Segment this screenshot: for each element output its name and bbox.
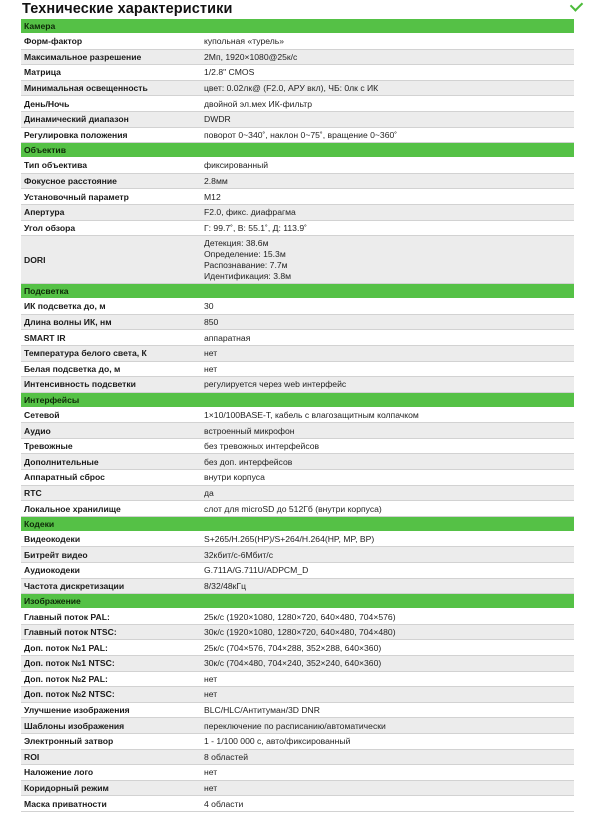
- spec-label: Динамический диапазон: [21, 111, 201, 127]
- spec-label: Частота дискретизации: [21, 578, 201, 594]
- spec-row: [21, 34, 574, 50]
- spec-row: [21, 314, 574, 330]
- spec-value: BLC/HLC/Антитуман/3D DNR: [201, 702, 574, 718]
- spec-row: [21, 345, 574, 361]
- spec-label: Главный поток NTSC:: [21, 624, 201, 640]
- section-title: Кодеки: [21, 516, 574, 531]
- spec-label: Наложение лого: [21, 765, 201, 781]
- spec-value: нет: [201, 345, 574, 361]
- spec-row: [21, 454, 574, 470]
- section-header: [21, 594, 574, 609]
- spec-value: M12: [201, 189, 574, 205]
- section-title: Камера: [21, 19, 574, 34]
- spec-label: Белая подсветка до, м: [21, 361, 201, 377]
- section-header: [21, 19, 574, 34]
- spec-row: [21, 204, 574, 220]
- section-title: Интерфейсы: [21, 392, 574, 407]
- spec-row: [21, 640, 574, 656]
- spec-value: без тревожных интерфейсов: [201, 438, 574, 454]
- spec-row: [21, 656, 574, 672]
- spec-label: Аппаратный сброс: [21, 470, 201, 486]
- spec-row: [21, 609, 574, 625]
- spec-row: [21, 407, 574, 423]
- spec-row: [21, 236, 574, 284]
- spec-value: поворот 0~340˚, наклон 0~75˚, вращение 0~360˚: [201, 127, 574, 143]
- spec-label: Коридорный режим: [21, 780, 201, 796]
- spec-value: купольная «турель»: [201, 34, 574, 50]
- spec-value: встроенный микрофон: [201, 423, 574, 439]
- spec-value: переключение по расписанию/автоматически: [201, 718, 574, 734]
- spec-label: Доп. поток №2 PAL:: [21, 671, 201, 687]
- spec-row: [21, 173, 574, 189]
- spec-label: Максимальное разрешение: [21, 49, 201, 65]
- spec-label: Главный поток PAL:: [21, 609, 201, 625]
- spec-label: Электронный затвор: [21, 733, 201, 749]
- spec-row: [21, 438, 574, 454]
- spec-label: ROI: [21, 749, 201, 765]
- spec-value: нет: [201, 765, 574, 781]
- spec-label: Битрейт видео: [21, 547, 201, 563]
- spec-label: Локальное хранилище: [21, 501, 201, 517]
- spec-row: [21, 377, 574, 393]
- spec-value: 4 области: [201, 796, 574, 812]
- spec-value: 2.8мм: [201, 173, 574, 189]
- spec-value: 8/32/48кГц: [201, 578, 574, 594]
- spec-label: Маска приватности: [21, 796, 201, 812]
- spec-label: Длина волны ИК, нм: [21, 314, 201, 330]
- spec-row: [21, 189, 574, 205]
- spec-row: [21, 80, 574, 96]
- spec-value: цвет: 0.02лк@ (F2.0, АРУ вкл), ЧБ: 0лк с ИК: [201, 80, 574, 96]
- spec-row: [21, 531, 574, 547]
- spec-label: День/Ночь: [21, 96, 201, 112]
- spec-value: 8 областей: [201, 749, 574, 765]
- spec-row: [21, 501, 574, 517]
- spec-value: без доп. интерфейсов: [201, 454, 574, 470]
- spec-label: SMART IR: [21, 330, 201, 346]
- spec-row: [21, 423, 574, 439]
- spec-value: 30: [201, 299, 574, 315]
- spec-row: [21, 547, 574, 563]
- spec-label: Аудиокодеки: [21, 563, 201, 579]
- spec-value: фиксированный: [201, 158, 574, 174]
- section-title: Подсветка: [21, 284, 574, 299]
- page-title: Технические характеристики: [22, 1, 233, 17]
- section-header: [21, 392, 574, 407]
- spec-row: [21, 702, 574, 718]
- spec-value: слот для microSD до 512Гб (внутри корпуса): [201, 501, 574, 517]
- spec-label: Форм-фактор: [21, 34, 201, 50]
- spec-value: нет: [201, 361, 574, 377]
- spec-label: Тревожные: [21, 438, 201, 454]
- spec-row: [21, 49, 574, 65]
- spec-value: нет: [201, 687, 574, 703]
- spec-row: [21, 330, 574, 346]
- spec-row: [21, 749, 574, 765]
- spec-row: [21, 563, 574, 579]
- spec-label: Тип объектива: [21, 158, 201, 174]
- section-title: Изображение: [21, 594, 574, 609]
- spec-label: Матрица: [21, 65, 201, 81]
- spec-row: [21, 220, 574, 236]
- spec-label: Температура белого света, К: [21, 345, 201, 361]
- spec-label: Доп. поток №2 NTSC:: [21, 687, 201, 703]
- spec-label: Минимальная освещенность: [21, 80, 201, 96]
- spec-value: 1/2.8" CMOS: [201, 65, 574, 81]
- spec-row: [21, 718, 574, 734]
- spec-label: Установочный параметр: [21, 189, 201, 205]
- spec-label: Улучшение изображения: [21, 702, 201, 718]
- spec-label: Доп. поток №1 NTSC:: [21, 656, 201, 672]
- spec-value: 1 - 1/100 000 с, авто/фиксированный: [201, 733, 574, 749]
- spec-value: нет: [201, 671, 574, 687]
- spec-value: да: [201, 485, 574, 501]
- spec-row: [21, 687, 574, 703]
- spec-row: [21, 127, 574, 143]
- spec-row: [21, 96, 574, 112]
- spec-label: DORI: [21, 236, 201, 284]
- section-header: [21, 516, 574, 531]
- spec-label: Дополнительные: [21, 454, 201, 470]
- spec-row: [21, 624, 574, 640]
- spec-label: ИК подсветка до, м: [21, 299, 201, 315]
- spec-row: [21, 361, 574, 377]
- spec-value: внутри корпуса: [201, 470, 574, 486]
- spec-value: 32кбит/с-6Мбит/с: [201, 547, 574, 563]
- spec-value: DWDR: [201, 111, 574, 127]
- spec-row: [21, 299, 574, 315]
- spec-label: Сетевой: [21, 407, 201, 423]
- spec-label: Апертура: [21, 204, 201, 220]
- spec-value: 30к/с (704×480, 704×240, 352×240, 640×360): [201, 656, 574, 672]
- spec-row: [21, 733, 574, 749]
- spec-row: [21, 158, 574, 174]
- spec-value: нет: [201, 780, 574, 796]
- spec-value: регулируется через web интерфейс: [201, 377, 574, 393]
- spec-value: S+265/H.265(HP)/S+264/H.264(HP, MP, BP): [201, 531, 574, 547]
- spec-row: [21, 578, 574, 594]
- spec-label: Шаблоны изображения: [21, 718, 201, 734]
- section-title: Объектив: [21, 143, 574, 158]
- spec-row: [21, 111, 574, 127]
- spec-value: G.711A/G.711U/ADPCM_D: [201, 563, 574, 579]
- spec-label: RTC: [21, 485, 201, 501]
- spec-row: [21, 485, 574, 501]
- spec-label: Фокусное расстояние: [21, 173, 201, 189]
- spec-label: Интенсивность подсветки: [21, 377, 201, 393]
- spec-label: Видеокодеки: [21, 531, 201, 547]
- spec-value: 2Мп, 1920×1080@25к/с: [201, 49, 574, 65]
- spec-value: 25к/с (704×576, 704×288, 352×288, 640×360): [201, 640, 574, 656]
- spec-row: [21, 671, 574, 687]
- spec-value: 30к/с (1920×1080, 1280×720, 640×480, 704×480): [201, 624, 574, 640]
- spec-value: F2.0, фикс. диафрагма: [201, 204, 574, 220]
- spec-label: Доп. поток №1 PAL:: [21, 640, 201, 656]
- spec-value: 1×10/100BASE-T, кабель с влагозащитным колпачком: [201, 407, 574, 423]
- spec-value: аппаратная: [201, 330, 574, 346]
- spec-row: [21, 65, 574, 81]
- spec-value: 850: [201, 314, 574, 330]
- spec-label: Аудио: [21, 423, 201, 439]
- spec-row: [21, 796, 574, 812]
- spec-row: [21, 470, 574, 486]
- spec-label: Регулировка положения: [21, 127, 201, 143]
- spec-label: Угол обзора: [21, 220, 201, 236]
- check-icon: [570, 0, 583, 12]
- spec-value: 25к/с (1920×1080, 1280×720, 640×480, 704×576): [201, 609, 574, 625]
- spec-row: [21, 780, 574, 796]
- section-header: [21, 143, 574, 158]
- spec-value: двойной эл.мех ИК-фильтр: [201, 96, 574, 112]
- section-header: [21, 284, 574, 299]
- spec-table: [21, 19, 574, 812]
- spec-value: Детекция: 38.6м Определение: 15.3м Распознавание: 7.7м Идентификация: 3.8м: [201, 236, 574, 284]
- spec-row: [21, 765, 574, 781]
- spec-value: Г: 99.7˚, В: 55.1˚, Д: 113.9˚: [201, 220, 574, 236]
